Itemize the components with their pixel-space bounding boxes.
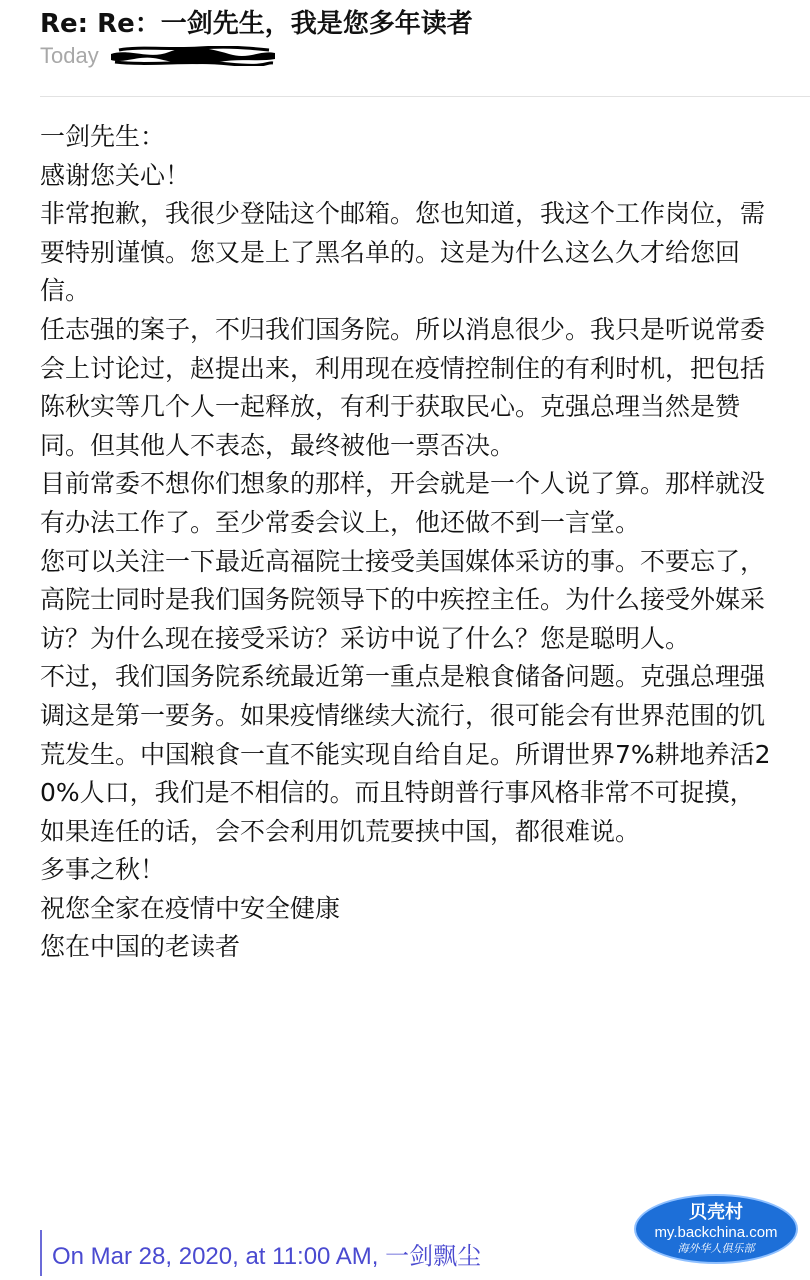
email-meta xyxy=(40,40,277,72)
body-paragraph: 任志强的案子，不归我们国务院。所以消息很少。我只是听说常委会上讨论过，赵提出来，利用现在疫情控制住的有利时机，把包括陈秋实等几个人一起释放，有利于获取民心。克强总理当然是赞同。但其他人不表态，最终被他一票否决。 xyxy=(40,314,766,460)
body-paragraph: 一剑先生： xyxy=(40,122,166,151)
quoted-message-header[interactable]: On Mar 28, 2020, at 11:00 AM, 一剑飘尘 xyxy=(40,1230,481,1276)
backchina-watermark-logo xyxy=(634,1194,798,1264)
watermark-title: 贝壳村 xyxy=(689,1202,743,1223)
email-date: Today xyxy=(40,43,99,68)
header-divider xyxy=(40,96,810,97)
body-paragraph: 您可以关注一下最近高福院士接受美国媒体采访的事。不要忘了，高院士同时是我们国务院领导下的中疾控主任。为什么接受外媒采访？为什么现在接受采访？采访中说了什么？您是聪明人。 xyxy=(40,546,766,653)
message-body xyxy=(40,118,778,967)
watermark-subtitle: 海外华人俱乐部 xyxy=(677,1242,755,1255)
body-paragraph: 不过，我们国务院系统最近第一重点是粮食储备问题。克强总理强调这是第一要务。如果疫情继续大流行，很可能会有世界范围的饥荒发生。中国粮食一直不能实现自给自足。所谓世界7%耕地养活20%人口，我们是不相信的。而且特朗普行事风格非常不可捉摸，如果连任的话，会不会利用饥荒要挟中国，都很难说。 xyxy=(40,662,771,846)
redacted-sender xyxy=(109,46,277,66)
body-paragraph: 非常抱歉，我很少登陆这个邮箱。您也知道，我这个工作岗位，需要特别谨慎。您又是上了黑名单的。这是为什么这么久才给您回信。 xyxy=(40,199,766,306)
body-paragraph: 祝您全家在疫情中安全健康 xyxy=(40,893,341,923)
body-paragraph: 目前常委不想你们想象的那样，开会就是一个人说了算。那样就没有办法工作了。至少常委会议上，他还做不到一言堂。 xyxy=(40,469,766,537)
body-paragraph: 您在中国的老读者 xyxy=(40,932,241,962)
watermark-url: my.backchina.com xyxy=(654,1224,778,1241)
email-subject: Re: Re：一剑先生，我是您多年读者 xyxy=(40,9,473,39)
body-paragraph: 感谢您关心！ xyxy=(40,160,191,190)
body-paragraph: 多事之秋！ xyxy=(40,855,166,885)
